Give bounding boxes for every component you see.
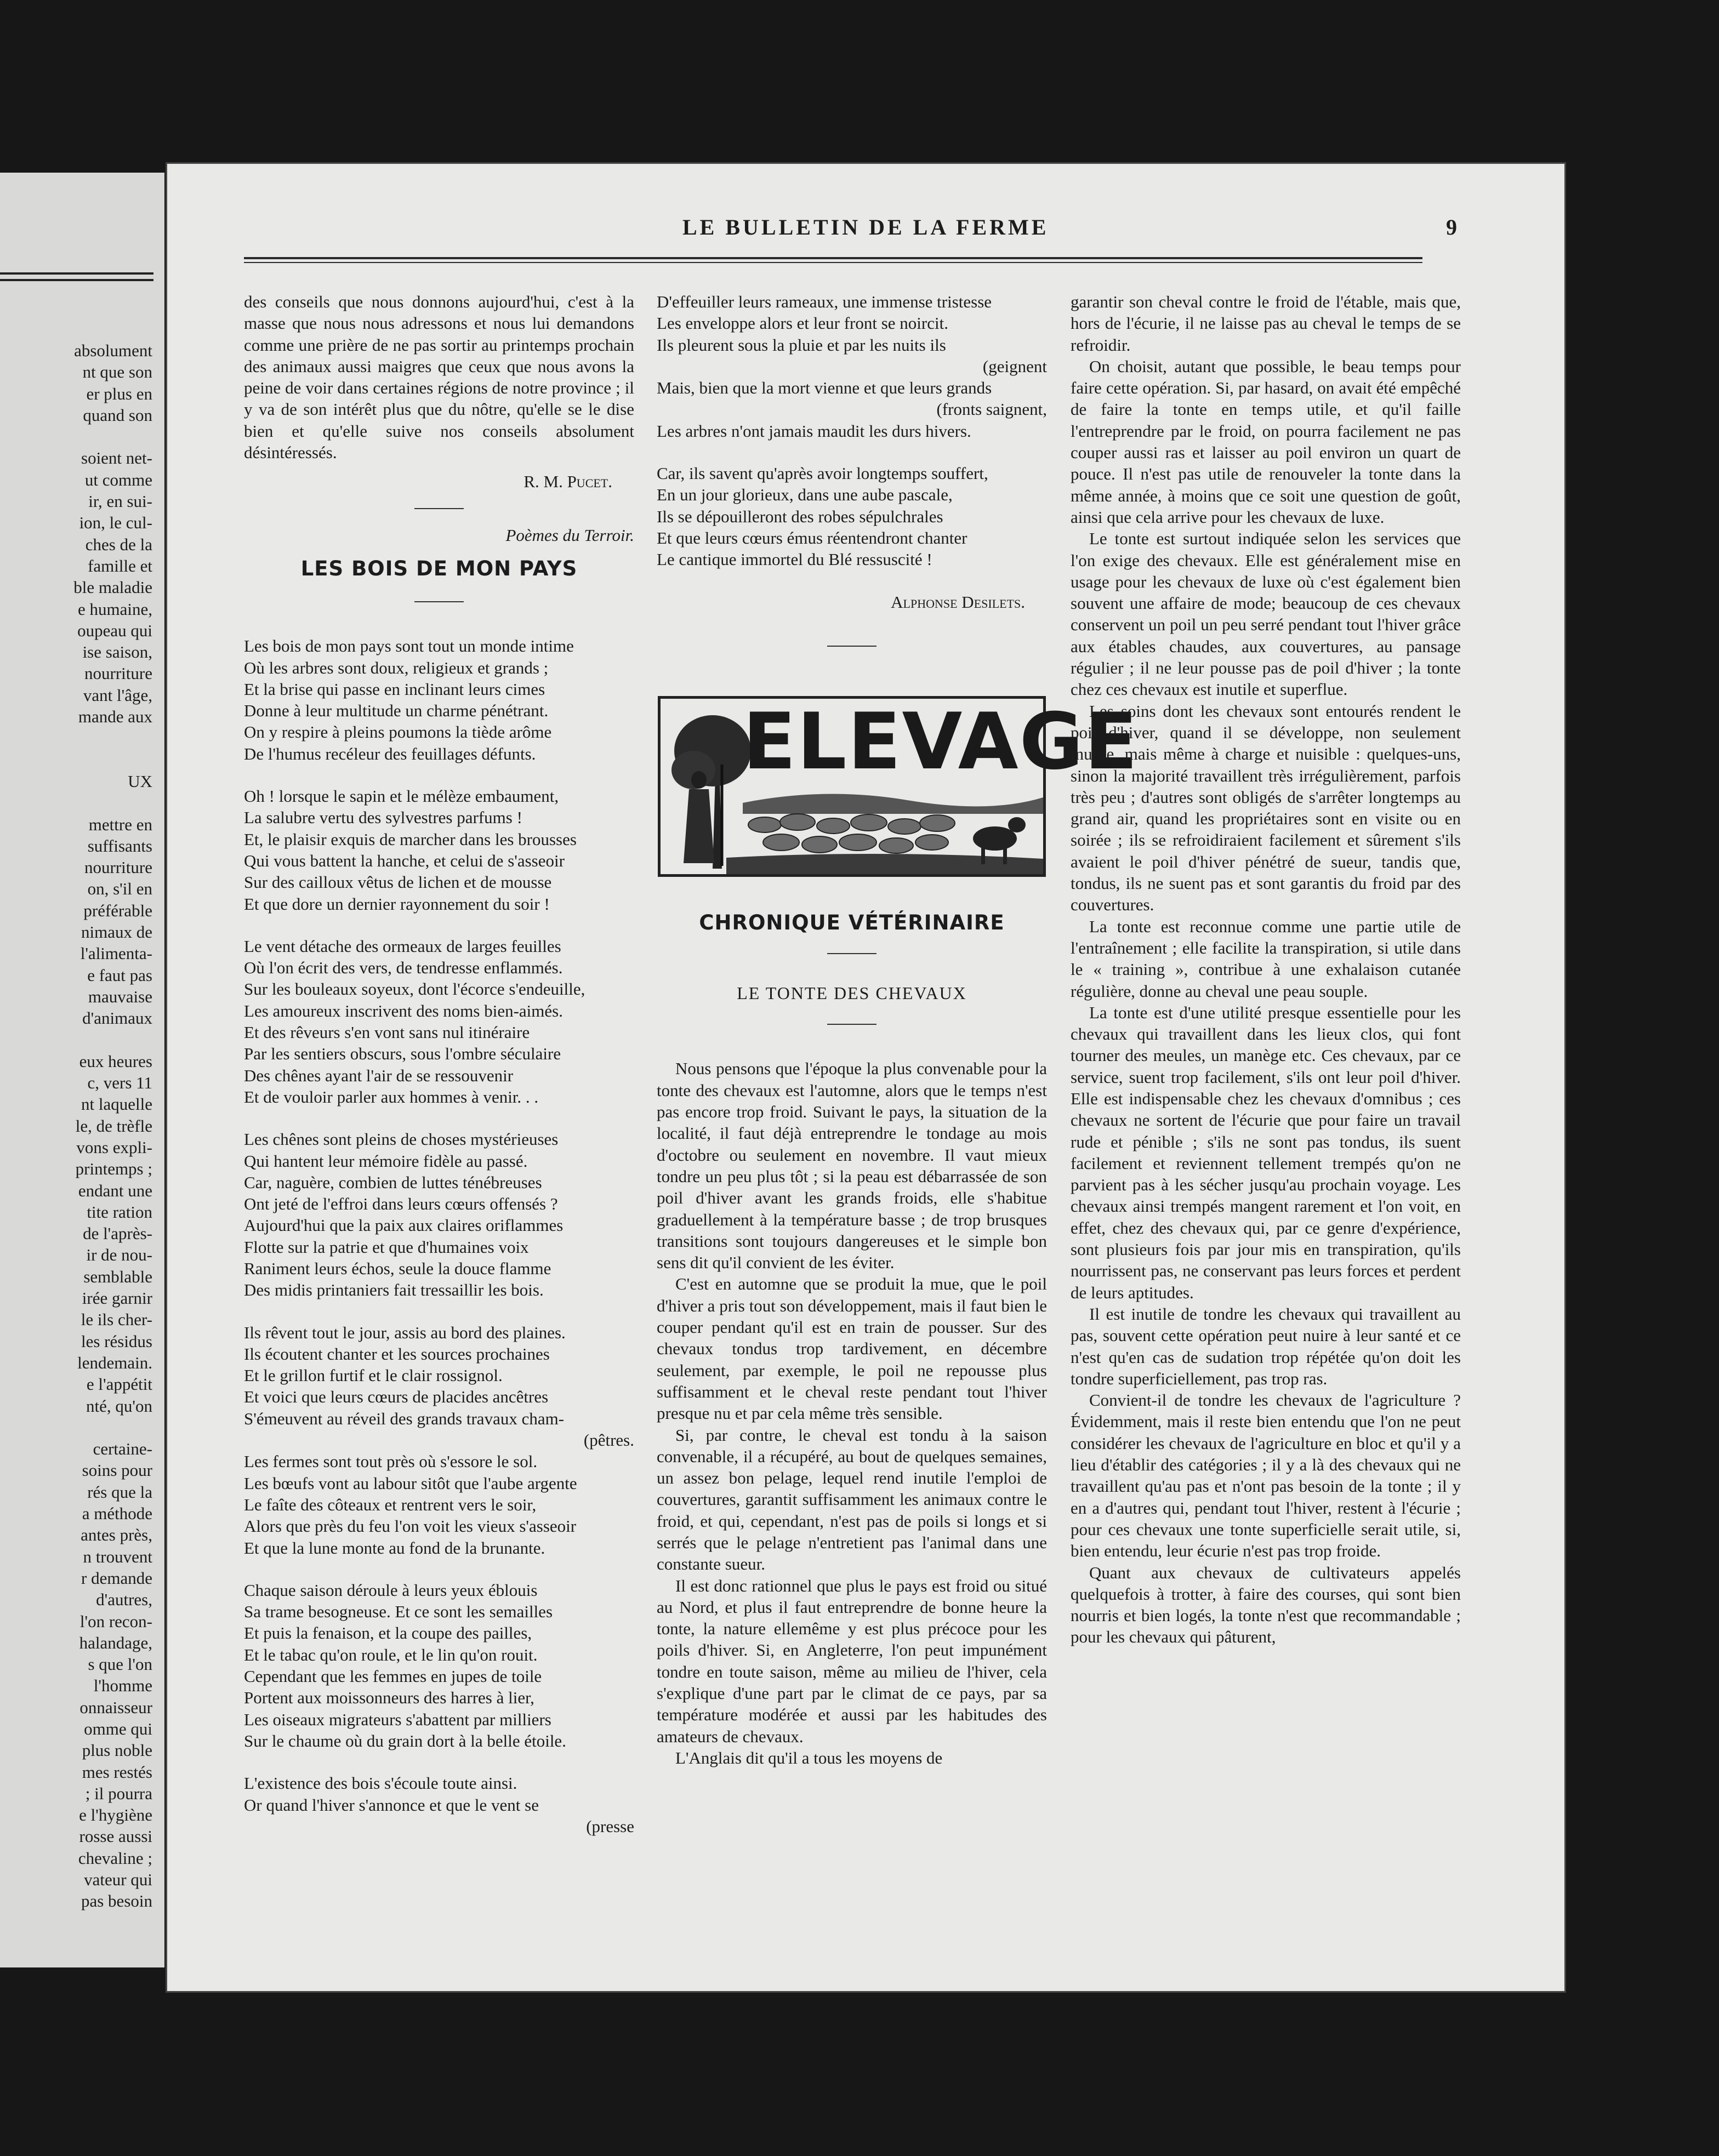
article-paragraph: Il est donc rationnel que plus le pays est froid ou situé au Nord, et plus il faut entreprendre de bonne heure la tonte, la nature ellemême y est plus précoce pour les poils d'hiver. Si, en Angleterre, l'on peut impunément tondre en toute saison, même au milieu de l'hiver, cela s'explique d'une part par le climat de ce pays, par sa température modérée et aussi par les habitudes des amateurs de chevaux. (657, 1576, 1047, 1746)
poem-line: Portent aux moissonneurs des harres à lier, (244, 1688, 534, 1708)
separator (827, 1024, 876, 1025)
elevage-banner (658, 696, 1139, 877)
prev-page-line (0, 727, 152, 749)
poem-line: Oh ! lorsque le sapin et le mélèze embaument, (244, 786, 559, 806)
article-paragraph: garantir son cheval contre le froid de l'étable, mais que, hors de l'écurie, il ne laisse pas au cheval le temps de se refroidir. (1071, 292, 1461, 355)
elevage-banner-title: ELEVAGE (743, 696, 1139, 787)
poem-line: Les chênes sont pleins de choses mystérieuses (244, 1130, 559, 1149)
prev-page-line: er plus en (86, 384, 152, 403)
poem-source: Poèmes du Terroir. (505, 525, 634, 545)
article-paragraph: La tonte est d'une utilité presque essentielle pour les chevaux qui travaillent dans les lieux clos, qui font tourner des meules, un manège etc. Ces chevaux, par ce service, suent trop facilement, s'ils ont leur poil d'hiver. Elle est indispensable chez les chevaux d'omnibus ; ces chevaux ne sortent de l'écurie que pour faire un travail rude et pénible ; s'ils ne sont pas tondus, ils suent facilement et reviennent tellement trempés qu'on ne parvient pas à les sécher jusqu'au prochain voyage. Les chevaux ainsi trempés mangent rarement et l'on voit, en effet, chez des chevaux qui, par ce genre d'expérience, sont plusieurs fois par jour mis en transpiration, qu'ils nourrissent pas, ne conservant pas leurs forces et perdent de leurs aptitudes. (1071, 1002, 1461, 1302)
column-3 (1071, 291, 1461, 1648)
poem-line: Et le grillon furtif et le clair rossignol. (244, 1366, 503, 1385)
prev-page-line: chevaline ; (78, 1848, 152, 1868)
poem-line: Sur les bouleaux soyeux, dont l'écorce s'endeuille, (244, 979, 585, 999)
prev-page-line: ble maladie (73, 578, 152, 597)
poem-line: La salubre vertu des sylvestres parfums ! (244, 808, 522, 828)
poem-line: Le faîte des côteaux et rentrent vers le soir, (244, 1495, 537, 1514)
prev-page-line: on, s'il en (87, 879, 152, 899)
article-paragraph: Il est inutile de tondre les chevaux qui travaillent au pas, souvent cette opération peut nuire à leur santé et ce n'est qu'en cas de sudation trop répétée qu'on doit les tondre superficiellement, pas trop ras. (1071, 1304, 1461, 1388)
poem-stanzas (244, 635, 634, 1837)
prev-page-line: r demande (81, 1568, 152, 1588)
poem-stanza (244, 785, 634, 915)
prev-page-line: ion, le cul- (79, 513, 152, 533)
prev-page-rule (0, 279, 153, 281)
poem-line: Où l'on écrit des vers, de tendresse enflammés. (244, 958, 563, 978)
prev-page-line (0, 1029, 152, 1051)
poem-line: Donne à leur multitude un charme pénétrant. (244, 701, 549, 721)
article-paragraph: L'Anglais dit qu'il a tous les moyens de (675, 1748, 943, 1767)
poem-line: Flotte sur la patrie et que d'humaines voix (244, 1237, 529, 1257)
poem-line: Et, le plaisir exquis de marcher dans les brousses (244, 829, 577, 849)
poem-line: Et que leurs cœurs émus réentendront chanter (657, 528, 967, 547)
header-rule (244, 257, 1422, 259)
prev-page-line: endant une (78, 1180, 152, 1200)
prev-page-line: vant l'âge, (83, 685, 152, 705)
prev-page-line: l'homme (93, 1676, 152, 1696)
prev-page-line: omme qui (84, 1719, 152, 1738)
poem-line: Qui hantent leur mémoire fidèle au passé. (244, 1151, 528, 1171)
separator (827, 953, 876, 954)
prev-page-line: onnaisseur (79, 1697, 152, 1717)
prev-page-line: vateur qui (84, 1870, 152, 1890)
poem-line: Et que dore un dernier rayonnement du soir ! (244, 894, 550, 914)
poem-line: Des midis printaniers fait tressaillir les bois. (244, 1280, 544, 1300)
article-paragraph: Quant aux chevaux de cultivateurs appelés quelquefois à trotter, à faire des courses, qui sont bien nourris et bien logés, la tonte n'est que recommandable ; pour les chevaux qui pâturent, (1071, 1562, 1461, 1647)
prev-page-line: UX (128, 771, 152, 791)
prev-page-rule (0, 272, 153, 275)
poem-line: En un jour glorieux, dans une aube pascale, (657, 485, 953, 505)
prev-page-line: mauvaise (88, 986, 152, 1006)
poem-line: Chaque saison déroule à leurs yeux éblouis (244, 1580, 538, 1600)
prev-page-line (0, 749, 152, 771)
header-rule-thin (244, 262, 1422, 263)
poem-line: (fronts saignent, (936, 400, 1047, 419)
poem-line: Où les arbres sont doux, religieux et grands ; (244, 658, 549, 677)
separator (827, 646, 876, 647)
page-header (167, 214, 1564, 247)
poem-line: Par les sentiers obscurs, sous l'ombre séculaire (244, 1044, 561, 1064)
prev-page-line: mettre en (88, 814, 152, 834)
poem-line: Car, ils savent qu'après avoir longtemps souffert, (657, 464, 988, 483)
poem-line: Qui vous battent la hanche, et celui de s'asseoir (244, 851, 565, 870)
prev-page-line: ir de nou- (86, 1245, 152, 1265)
prev-page-line: l'alimenta- (80, 944, 152, 963)
poem-line: Les bœufs vont au labour sitôt que l'aube argente (244, 1473, 577, 1493)
poem-line: Ils rêvent tout le jour, assis au bord des plaines. (244, 1322, 566, 1342)
prev-page-line (0, 1417, 152, 1438)
column-2 (657, 291, 1139, 1769)
prev-page-line: lendemain. (77, 1353, 152, 1372)
poem-line: Et puis la fenaison, et la coupe des pailles, (244, 1623, 532, 1643)
prev-page-line: halandage, (79, 1633, 152, 1652)
poem-line: Raniment leurs échos, seule la douce flamme (244, 1258, 551, 1278)
poem-line: Les arbres n'ont jamais maudit les durs hivers. (657, 421, 971, 441)
article-body (657, 1058, 1047, 1769)
article-title: LE TONTE DES CHEVAUX (737, 983, 967, 1003)
article-paragraph: Le tonte est surtout indiquée selon les services que l'on exige des chevaux. Elle est généralement mise en usage pour les chevaux de luxe où c'est également bien souvent une affaire de mode; beaucoup de ces chevaux conservent un poil un peu serré pendant tout l'hiver grâce aux étables chaudes, aux couvertures, au pansage régulier ; il ne leur pousse pas de poil d'hiver ; la tonte chez ces chevaux est inutile et superflue. (1071, 529, 1461, 699)
prev-page-line: e faut pas (87, 965, 152, 985)
poem-line: (pêtres. (583, 1430, 634, 1450)
poem-line: Les enveloppe alors et leur front se noircit. (657, 313, 948, 333)
poem-line: Alors que près du feu l'on voit les vieux s'asseoir (244, 1516, 577, 1536)
prev-page-line: l'on recon- (79, 1611, 152, 1631)
article-body-continued (1071, 291, 1461, 1648)
poem-line: S'émeuvent au réveil des grands travaux cham- (244, 1408, 565, 1428)
article-paragraph: La tonte est reconnue comme une partie utile de l'entraînement ; elle facilite la transpiration, si utile dans le « training », contribue à une exhalaison cutanée régulière, donne au cheval une peau souple. (1071, 916, 1461, 1001)
poem-stanza (244, 1579, 634, 1752)
poem-line: (presse (586, 1816, 634, 1836)
prev-page-line: plus noble (82, 1741, 152, 1760)
section-title: CHRONIQUE VÉTÉRINAIRE (699, 910, 1005, 934)
poem-line: Et que la lune monte au fond de la brunante. (244, 1538, 545, 1558)
poem-stanza (244, 635, 634, 765)
prev-page-line: irée garnir (82, 1288, 152, 1308)
prev-page-line: suffisants (87, 836, 152, 855)
poem-line: Cependant que les femmes en jupes de toile (244, 1667, 542, 1686)
poem-line: Car, naguère, combien de luttes ténébreuses (244, 1172, 542, 1192)
prev-page-line: nourriture (84, 858, 152, 877)
prev-page-line: ut comme (84, 470, 152, 489)
prev-page-line: de l'après- (83, 1224, 152, 1244)
article-paragraph: On choisit, autant que possible, le beau temps pour faire cette opération. Si, par hasard, on avait été empêché de faire la tonte en temps utile, et qu'il faille l'entreprendre par le froid, on pourra facilement ne pas couper aussi ras et laisser au poil environ un quart de pouce. Il n'est pas utile de renouveler la tonte dans la même année, à moins que ce soit une question de goût, ainsi que cela arrive pour les chevaux de luxe. (1071, 356, 1461, 527)
poem-line: Sur le chaume où du grain dort à la belle étoile. (244, 1731, 566, 1750)
prev-page-line: mes restés (82, 1762, 152, 1782)
poem-line: Le vent détache des ormeaux de larges feuilles (244, 936, 561, 956)
prev-page-line: antes près, (81, 1525, 152, 1545)
prev-page-line: ches de la (85, 534, 152, 554)
previous-page-fragment (0, 173, 164, 1967)
poem-line: Le cantique immortel du Blé ressuscité ! (657, 550, 932, 569)
prev-page-line: mande aux (78, 707, 152, 727)
article-paragraph: Convient-il de tondre les chevaux de l'agriculture ? Évidemment, mais il reste bien entendu que l'on ne peut considérer les chevaux de l'agriculture en bloc et qu'il y a lieu d'établir des catégories ; il y a là des chevaux qui ne travaillent qu'au pas et n'ont pas besoin de la tonte ; il y en a d'autres qui, pendant tout l'hiver, restent à l'écurie ; pour ces chevaux une tonte superficielle serait utile, si, bien entendu, leur écurie n'est pas trop froide. (1071, 1390, 1461, 1561)
poem-line: Ils écoutent chanter et les sources prochaines (244, 1344, 550, 1364)
article-paragraph: Les soins dont les chevaux sont entourés rendent le poil d'hiver, quand il se développe, non seulement inutile, mais même à charge et nuisible : quelques-uns, sinon la majorité travaillent très irrégulièrement, parfois très peu ; d'autres sont obligés de s'arrêter longtemps au grand air, quand les propriétaires sont en visite ou en soirée ; ils se refroidiraient facilement et sûrement s'ils avaient le poil d'hiver pénétré de sueur, tandis que, tondus, ils ne suent pas et sont garantis du froid par des couvertures. (1071, 701, 1461, 915)
poem-line: Des chênes ayant l'air de se ressouvenir (244, 1065, 514, 1085)
prev-page-line: e l'hygiène (79, 1805, 152, 1825)
poem-line: Ont jeté de l'effroi dans leurs cœurs offensés ? (244, 1194, 558, 1214)
prev-page-line: le, de trèfle (75, 1116, 152, 1136)
poem-line: Sur des cailloux vêtus de lichen et de mousse (244, 872, 552, 892)
prev-page-line: tite ration (87, 1202, 152, 1222)
poem-stanza (657, 291, 1047, 442)
intro-paragraph: des conseils que nous donnons aujourd'hui, c'est à la masse que nous nous adressons et nous lui demandons comme une prière de ne pas sortir au printemps prochain des animaux aussi maigres que ceux que nous avons la peine de voir dans certaines régions de notre province ; il y va de son intérêt plus que du nôtre, qu'elle se le dise bien et qu'elle suive nos conseils absolument désintéressés. (244, 292, 634, 463)
prev-page-line: rés que la (87, 1482, 152, 1502)
prev-page-line: c, vers 11 (87, 1073, 152, 1093)
article-paragraph: Nous pensons que l'époque la plus convenable pour la tonte des chevaux est l'automne, alors que le temps n'est pas encore trop froid. Suivant le pays, la situation de la localité, il faut déjà entreprendre le tondage au mois d'octobre ou seulement en novembre. Il vaut mieux tondre un peu plus tôt ; si la peau est débarrassée de son poil d'hiver avant les grands froids, elle s'habitue graduellement à la température basse ; de trop brusques transitions sont toujours dangereuses et le simple bon sens dit qu'il convient de les éviter. (657, 1059, 1047, 1273)
separator (414, 508, 464, 509)
prev-page-line: soins pour (82, 1461, 152, 1480)
poem-line: Et le tabac qu'on roule, et le lin qu'on rouit. (244, 1645, 538, 1664)
poem-line: Et voici que leurs cœurs de placides ancêtres (244, 1387, 549, 1407)
prev-page-line: nt laquelle (81, 1094, 152, 1114)
poem-line: On y respire à pleins poumons la tiède arôme (244, 722, 552, 742)
prev-page-line: s que l'on (88, 1655, 152, 1674)
prev-page-line: a méthode (82, 1504, 152, 1524)
prev-page-line: e l'appétit (86, 1374, 152, 1394)
prev-page-line: semblable (83, 1267, 152, 1286)
poem-line: Les oiseaux migrateurs s'abattent par milliers (244, 1709, 551, 1729)
prev-page-line: soient net- (81, 448, 152, 468)
prev-page-line: rosse aussi (79, 1827, 152, 1846)
prev-page-line (0, 792, 152, 813)
poem-stanza (244, 936, 634, 1108)
author-signature: R. M. Pucet. (523, 472, 612, 492)
poem-line: Les amoureux inscrivent des noms bien-aimés. (244, 1001, 563, 1020)
poem-line: Ils pleurent sous la pluie et par les nuits ils (657, 335, 946, 355)
prev-page-line: n trouvent (83, 1547, 152, 1566)
prev-page-line: ir, en sui- (88, 492, 152, 511)
poem-line: L'existence des bois s'écoule toute ainsi. (244, 1773, 517, 1793)
prev-page-line: famille et (88, 556, 152, 575)
prev-page-line: les résidus (81, 1331, 152, 1351)
poem-stanza (657, 463, 1047, 570)
prev-page-text (0, 340, 152, 1912)
poem-stanza (244, 1128, 634, 1301)
poem-line: Ils se dépouilleront des robes sépulchrales (657, 506, 943, 526)
separator (414, 601, 464, 602)
poem-line: De l'humus recéleur des feuillages défunts. (244, 744, 536, 763)
poem-line: Sa trame besogneuse. Et ce sont les semailles (244, 1602, 553, 1622)
prev-page-line: nté, qu'on (86, 1396, 152, 1416)
poem-line: Et de vouloir parler aux hommes à venir. . . (244, 1087, 539, 1106)
poem-line: Mais, bien que la mort vienne et que leurs grands (657, 378, 992, 398)
column-1 (244, 291, 634, 1858)
prev-page-line: d'animaux (82, 1008, 152, 1028)
poem-line: Or quand l'hiver s'annonce et que le vent se (244, 1795, 539, 1815)
poem-stanza (244, 1322, 634, 1559)
prev-page-line: d'autres, (96, 1590, 152, 1610)
poem-line: Et la brise qui passe en inclinant leurs cimes (244, 679, 545, 699)
poem-line: D'effeuiller leurs rameaux, une immense tristesse (657, 292, 992, 311)
poem-continuation (657, 291, 1047, 571)
page-number: 9 (1446, 215, 1457, 239)
prev-page-line: e humaine, (77, 599, 152, 619)
poem-line: Aujourd'hui que la paix aux claires oriflammes (244, 1216, 563, 1235)
poem-line: Et des rêveurs s'en vont sans nul itinéraire (244, 1023, 530, 1042)
prev-page-line (0, 426, 152, 447)
publication-title: LE BULLETIN DE LA FERME (682, 215, 1049, 239)
article-paragraph: Si, par contre, le cheval est tondu à la saison convenable, il a récupéré, au bout de quelques semaines, un assez bon pelage, lequel rend inutile l'emploi de couvertures, garantit suffisamment les animaux contre le froid, et qui, cependant, n'est pas de poils si longs et si serrés que le pelage n'entretient pas l'animal dans une constante sueur. (657, 1425, 1047, 1574)
prev-page-line: certaine- (93, 1439, 152, 1459)
prev-page-line: oupeau qui (77, 620, 152, 640)
prev-page-line: absolument (74, 341, 152, 360)
poem-line: Les bois de mon pays sont tout un monde intime (244, 636, 574, 656)
prev-page-line: nimaux de (81, 922, 152, 942)
prev-page-line: ise saison, (82, 642, 152, 662)
prev-page-line: vons expli- (76, 1137, 152, 1157)
prev-page-line: pas besoin (81, 1891, 152, 1911)
prev-page-line: le ils cher- (81, 1310, 152, 1330)
poem-title: LES BOIS DE MON PAYS (300, 556, 578, 580)
prev-page-line: préférable (83, 900, 152, 920)
prev-page-line: printemps ; (75, 1159, 152, 1179)
article-paragraph: C'est en automne que se produit la mue, que le poil d'hiver a pris tout son développement, mais il faut bien le couper pendant qu'il est en train de pousser. Sur des chevaux tondus trop tardivement, en décembre seulement, par exemple, le poil ne repousse plus suffisamment et le cheval reste pendant tout l'hiver presque nu et par cela même très sensible. (657, 1274, 1047, 1423)
newspaper-page (166, 162, 1566, 1993)
poem-signature: Alphonse Desilets. (891, 592, 1025, 612)
prev-page-line: eux heures (79, 1051, 152, 1071)
prev-page-line: quand son (83, 405, 152, 425)
prev-page-line: nt que son (82, 362, 152, 382)
poem-stanza (244, 1772, 634, 1837)
poem-line: Les fermes sont tout près où s'essore le sol. (244, 1452, 538, 1471)
prev-page-line: nourriture (84, 664, 152, 683)
poem-line: (geignent (982, 356, 1047, 376)
prev-page-line: ; il pourra (85, 1783, 152, 1803)
